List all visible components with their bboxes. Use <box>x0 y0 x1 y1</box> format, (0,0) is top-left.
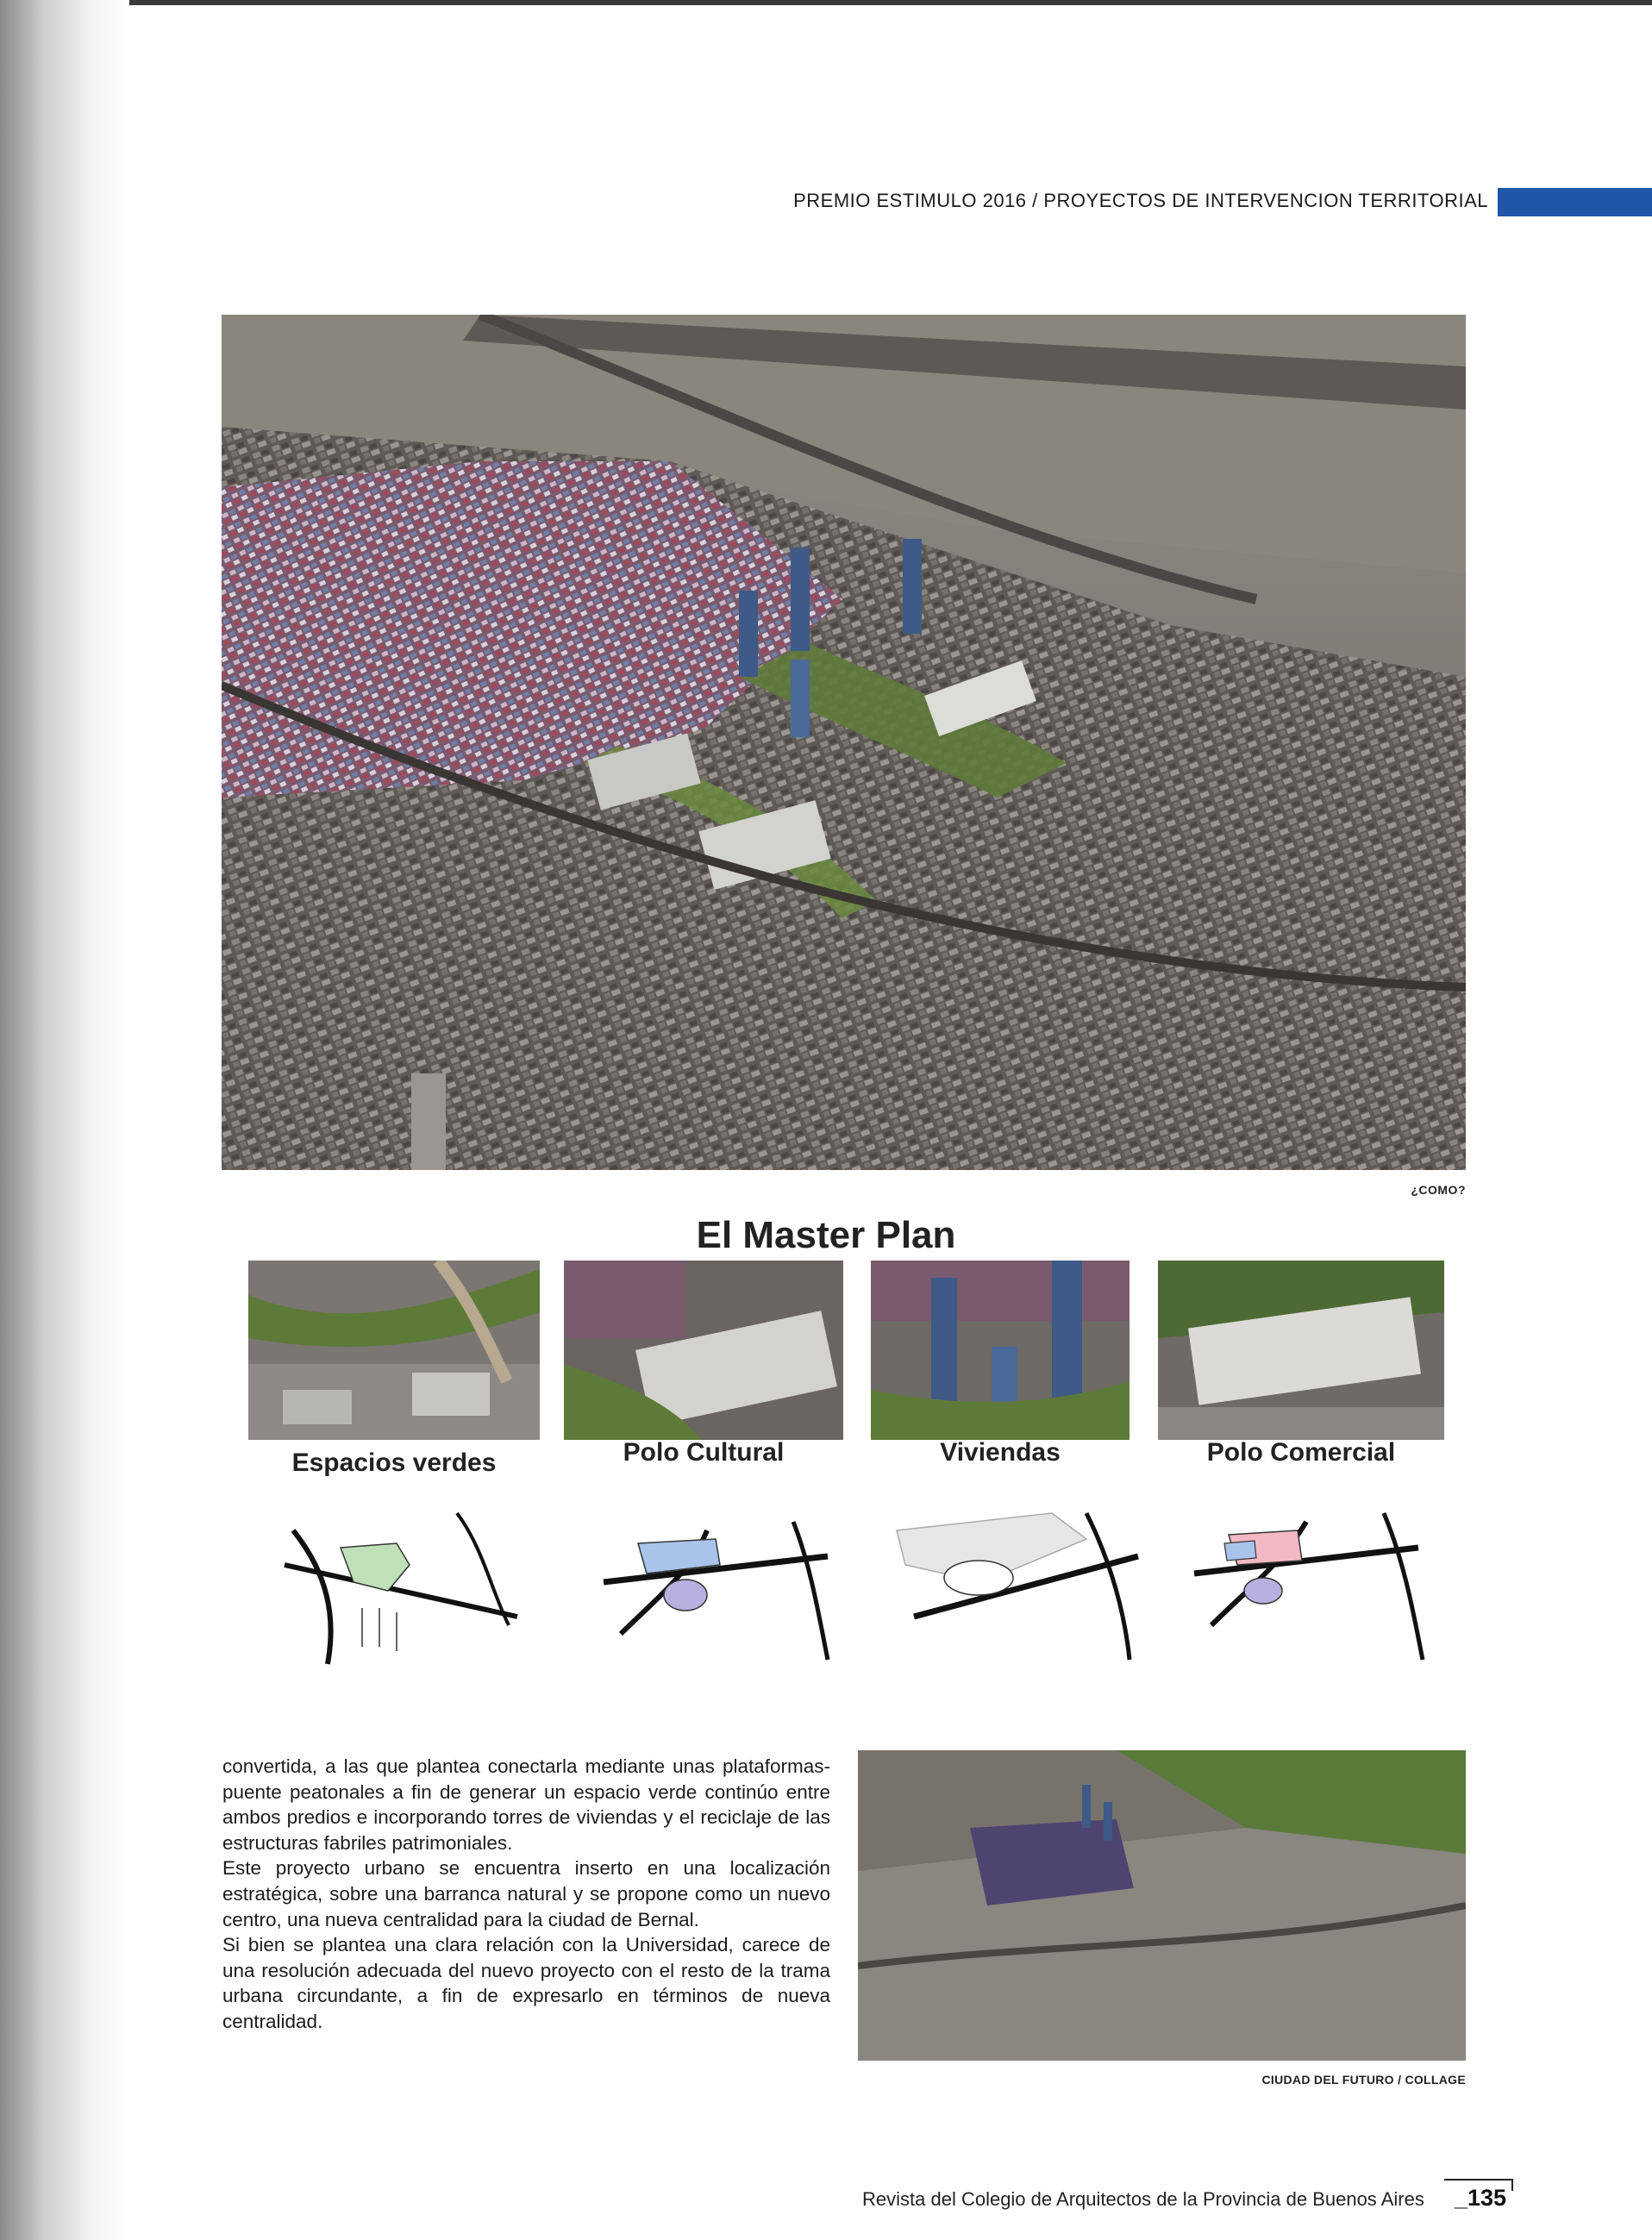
label-polo-cultural: Polo Cultural <box>623 1438 785 1467</box>
collage-caption: CIUDAD DEL FUTURO / COLLAGE <box>1261 2073 1466 2087</box>
running-header: PREMIO ESTIMULO 2016 / PROYECTOS DE INTERVENCION TERRITORIAL <box>793 190 1488 211</box>
article-body <box>222 1754 830 2035</box>
thumbnail-polo-cultural <box>564 1261 843 1440</box>
thumbnail-viviendas <box>871 1261 1129 1440</box>
photo-caption-como: ¿COMO? <box>1411 1183 1466 1197</box>
collage-aerial-photo <box>858 1750 1466 2061</box>
page-number: _135 <box>1455 2185 1507 2211</box>
page-top-edge <box>0 0 1652 5</box>
paragraph-1: convertida, a las que plantea conectarla mediante unas plataformas-puente peatonales a fin de generar un espacio verde continúo entre ambos predios e incorporando torres de viviendas y el reciclaje de las estructuras fabriles patrimoniales. <box>222 1755 830 1854</box>
binding-shadow <box>0 0 129 2240</box>
sketch-viviendas <box>879 1496 1155 1668</box>
sketch-polo-comercial <box>1168 1496 1444 1668</box>
label-polo-comercial: Polo Comercial <box>1206 1438 1396 1467</box>
aerial-master-plan-photo <box>222 315 1466 1170</box>
paragraph-3: Si bien se plantea una clara relación con la Universidad, carece de una resolución adecuada del nuevo proyecto con el resto de la trama urbana circundante, a fin de expresarlo en términos de nueva centralidad. <box>222 1934 830 2032</box>
master-plan-title: El Master Plan <box>696 1214 956 1256</box>
label-viviendas: Viviendas <box>940 1438 1061 1467</box>
sketch-espacios-verdes <box>259 1496 535 1668</box>
paragraph-2: Este proyecto urbano se encuentra inserto en una localización estratégica, sobre una barranca natural y se propone como un nuevo centro, una nueva centralidad para la ciudad de Bernal. <box>222 1857 830 1930</box>
header-accent-bar <box>1498 188 1652 216</box>
thumbnail-polo-comercial <box>1158 1261 1444 1440</box>
page-number-rule <box>1444 2179 1513 2181</box>
page-number-tick <box>1511 2179 1513 2191</box>
thumbnail-espacios-verdes <box>248 1261 540 1440</box>
label-espacios-verdes: Espacios verdes <box>291 1448 497 1477</box>
footer-publication: Revista del Colegio de Arquitectos de la Provincia de Buenos Aires <box>862 2188 1424 2210</box>
sketch-polo-cultural <box>569 1496 845 1668</box>
